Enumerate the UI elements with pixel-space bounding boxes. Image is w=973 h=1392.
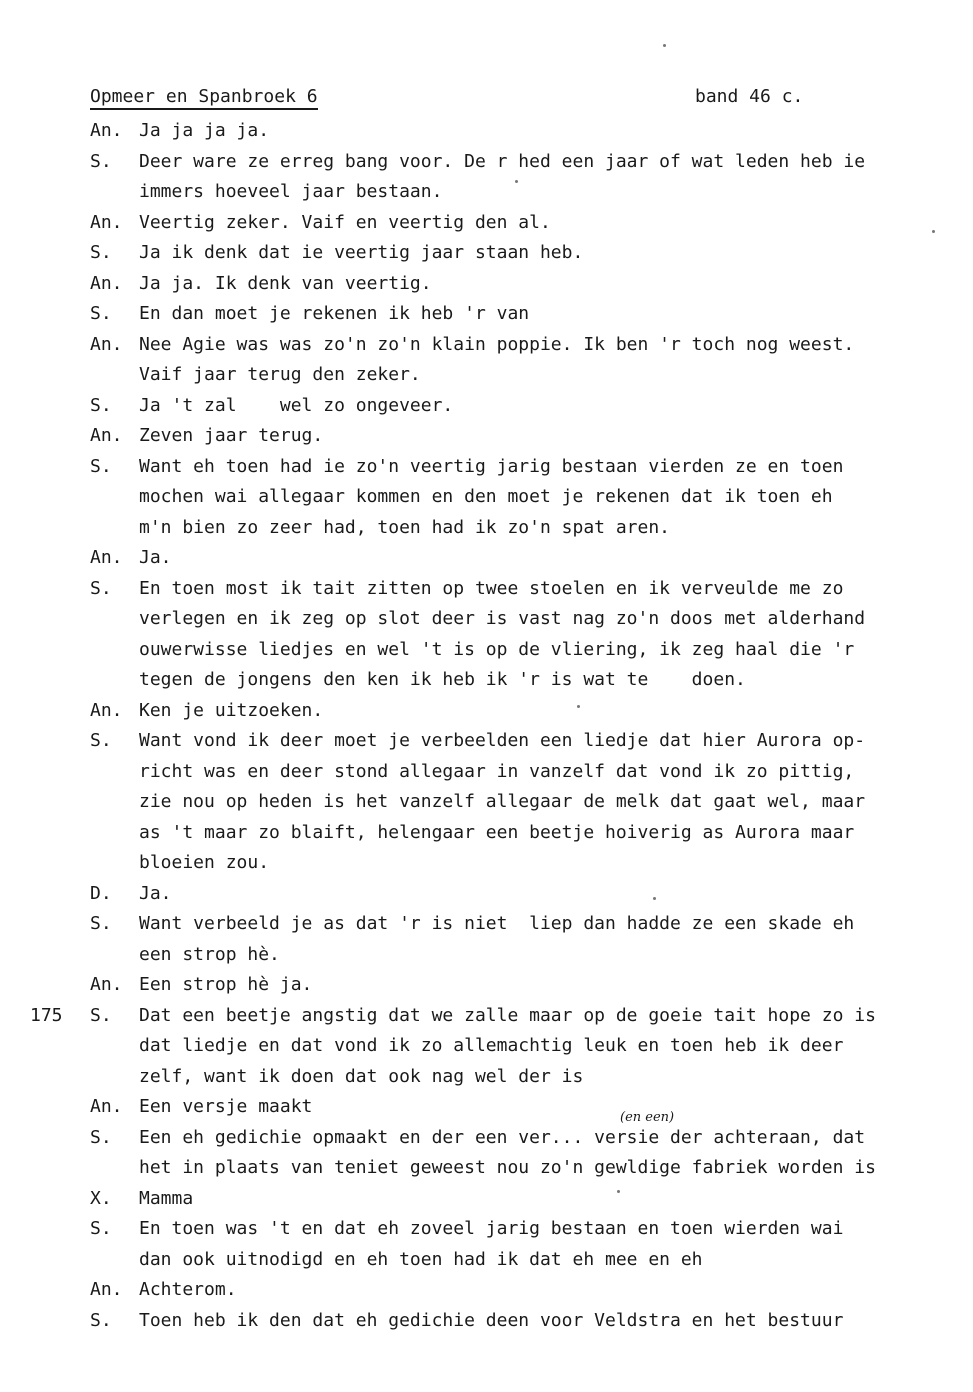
transcript-line: [90, 726, 970, 757]
speaker-label: An.: [90, 1279, 123, 1300]
line-text: Ja ja ja ja.: [139, 120, 270, 141]
line-text: Want eh toen had ie zo'n veertig jarig bestaan vierden ze en toen: [139, 455, 844, 477]
transcript-line: [90, 1031, 970, 1062]
transcript-line: [90, 452, 970, 483]
speaker-label: S.: [90, 394, 112, 416]
page-header: [90, 86, 950, 116]
line-text: Deer ware ze erreg bang voor. De r hed een jaar of wat leden heb ie: [139, 150, 866, 172]
speck-mark: [932, 230, 935, 233]
transcript-line: [90, 909, 970, 940]
transcript-line: [90, 1245, 970, 1276]
line-text: Ja.: [139, 547, 172, 568]
transcript-line: [90, 696, 970, 727]
line-text: En toen most ik tait zitten op twee stoelen en ik verveulde me zo: [139, 577, 844, 599]
speaker-label: An.: [90, 425, 123, 446]
transcript-line: [90, 970, 970, 1001]
transcript-line: [90, 940, 970, 971]
line-text: Ja 't zal wel zo ongeveer.: [139, 394, 454, 416]
speaker-label: S.: [90, 730, 112, 751]
transcript-line: [30, 1001, 970, 1032]
transcript-line: [90, 665, 970, 696]
transcript-line: [90, 848, 970, 879]
speck-mark: [515, 180, 518, 183]
line-text: Zeven jaar terug.: [139, 425, 324, 446]
speaker-label: S.: [90, 1126, 112, 1148]
line-text: as 't maar zo blaift, helengaar een beetje hoiverig as Aurora maar: [139, 821, 855, 843]
line-text: Nee Agie was was zo'n zo'n klain poppie. Ik ben 'r toch nog weest.: [139, 333, 855, 355]
speaker-label: An.: [90, 974, 123, 995]
line-text: Mamma: [139, 1187, 194, 1209]
line-text: zelf, want ik doen dat ook nag wel der is: [139, 1065, 584, 1087]
transcript-line: [90, 1275, 970, 1306]
line-text: dat liedje en dat vond ik zo allemachtig leuk en toen heb ik deer: [139, 1035, 844, 1056]
line-text: En dan moet je rekenen ik heb 'r van: [139, 303, 530, 324]
transcript-line: [90, 1092, 970, 1123]
document-title: Opmeer en Spanbroek 6: [90, 86, 318, 110]
line-text: Want vond ik deer moet je verbeelden een liedje dat hier Aurora op-: [139, 730, 866, 751]
speck-mark: [577, 705, 580, 708]
transcript-line: [90, 1214, 970, 1245]
transcript-line: [90, 177, 970, 208]
line-text: Een eh gedichie opmaakt en der een ver... versie der achteraan, dat: [139, 1126, 866, 1148]
transcript-line: [90, 635, 970, 666]
line-text: Ken je uitzoeken.: [139, 699, 324, 721]
transcript-line: [90, 421, 970, 452]
transcript-line: [90, 147, 970, 178]
line-text: ouwerwisse liedjes en wel 't is op de vliering, ik zeg haal die 'r: [139, 638, 855, 660]
line-text: Achterom.: [139, 1279, 237, 1300]
transcript-line: [90, 391, 970, 422]
transcript-line: [90, 787, 970, 818]
transcript-line: [90, 1109, 970, 1154]
handwritten-annotation: (en een): [620, 1109, 675, 1125]
speaker-label: S.: [90, 242, 112, 263]
transcript-line: [90, 604, 970, 635]
transcript-line: [90, 1153, 970, 1184]
speaker-label: S.: [90, 150, 112, 172]
transcript-line: [90, 1062, 970, 1093]
transcript-line: [90, 116, 970, 147]
transcript-line: [90, 818, 970, 849]
line-text: Dat een beetje angstig dat we zalle maar op de goeie tait hope zo is: [139, 1004, 876, 1026]
speaker-label: An.: [90, 272, 123, 294]
line-text: Toen heb ik den dat eh gedichie deen voor Veldstra en het bestuur: [139, 1309, 844, 1331]
transcript-line: [90, 299, 970, 330]
speaker-label: S.: [90, 913, 112, 934]
line-text: verlegen en ik zeg op slot deer is vast nag zo'n doos met alderhand: [139, 608, 866, 629]
line-text: Veertig zeker. Vaif en veertig den al.: [139, 211, 551, 233]
line-text: Ja.: [139, 882, 172, 904]
line-text: Ja ja. Ik denk van veertig.: [139, 272, 432, 294]
transcript-line: [90, 574, 970, 605]
transcript-line: [90, 482, 970, 513]
transcript-line: [90, 269, 970, 300]
transcript-line: [90, 1306, 970, 1337]
speaker-label: S.: [90, 1309, 112, 1331]
speaker-label: S.: [90, 577, 112, 599]
speaker-label: S.: [90, 1004, 112, 1026]
transcript-line: [90, 360, 970, 391]
line-text: dan ook uitnodigd en eh toen had ik dat eh mee en eh: [139, 1248, 703, 1270]
speaker-label: S.: [90, 1218, 112, 1239]
speaker-label: An.: [90, 120, 123, 141]
speaker-label: S.: [90, 303, 112, 324]
transcript-line: [90, 513, 970, 544]
line-text: En toen was 't en dat eh zoveel jarig bestaan en toen wierden wai: [139, 1218, 844, 1239]
speck-mark: [663, 44, 666, 47]
speaker-label: An.: [90, 1096, 123, 1117]
line-text: Want verbeeld je as dat 'r is niet liep dan hadde ze een skade eh: [139, 913, 855, 934]
line-text: m'n bien zo zeer had, toen had ik zo'n spat aren.: [139, 516, 671, 538]
line-text: Ja ik denk dat ie veertig jaar staan heb.: [139, 242, 584, 263]
transcript-line: [90, 879, 970, 910]
line-text: zie nou op heden is het vanzelf allegaar de melk dat gaat wel, maar: [139, 791, 866, 812]
speaker-label: X.: [90, 1187, 112, 1209]
transcript-line: [90, 208, 970, 239]
transcript-line: [90, 238, 970, 269]
transcript-line: [90, 543, 970, 574]
line-text: het in plaats van teniet geweest nou zo'n gewldige fabriek worden is: [139, 1157, 876, 1178]
speaker-label: An.: [90, 699, 123, 721]
speaker-label: An.: [90, 333, 123, 355]
band-label: band 46 c.: [695, 86, 804, 107]
speaker-label: D.: [90, 882, 112, 904]
transcript-line: [90, 1184, 970, 1215]
speaker-label: An.: [90, 211, 123, 233]
transcript-line: [90, 330, 970, 361]
line-text: richt was en deer stond allegaar in vanzelf dat vond ik zo pittig,: [139, 760, 855, 782]
line-text: Een strop hè ja.: [139, 974, 313, 995]
transcript-body: [30, 116, 970, 1336]
speck-mark: [653, 897, 656, 900]
line-text: bloeien zou.: [139, 852, 270, 873]
margin-line-number: 175: [30, 1004, 63, 1026]
line-text: Een versje maakt: [139, 1096, 313, 1117]
speck-mark: [617, 1190, 620, 1193]
line-text: Vaif jaar terug den zeker.: [139, 364, 421, 385]
line-text: een strop hè.: [139, 943, 280, 965]
line-text: tegen de jongens den ken ik heb ik 'r is wat te doen.: [139, 669, 746, 690]
speaker-label: S.: [90, 455, 112, 477]
line-text: immers hoeveel jaar bestaan.: [139, 181, 443, 202]
line-text: mochen wai allegaar kommen en den moet je rekenen dat ik toen eh: [139, 486, 833, 507]
speaker-label: An.: [90, 547, 123, 568]
transcript-line: [90, 757, 970, 788]
